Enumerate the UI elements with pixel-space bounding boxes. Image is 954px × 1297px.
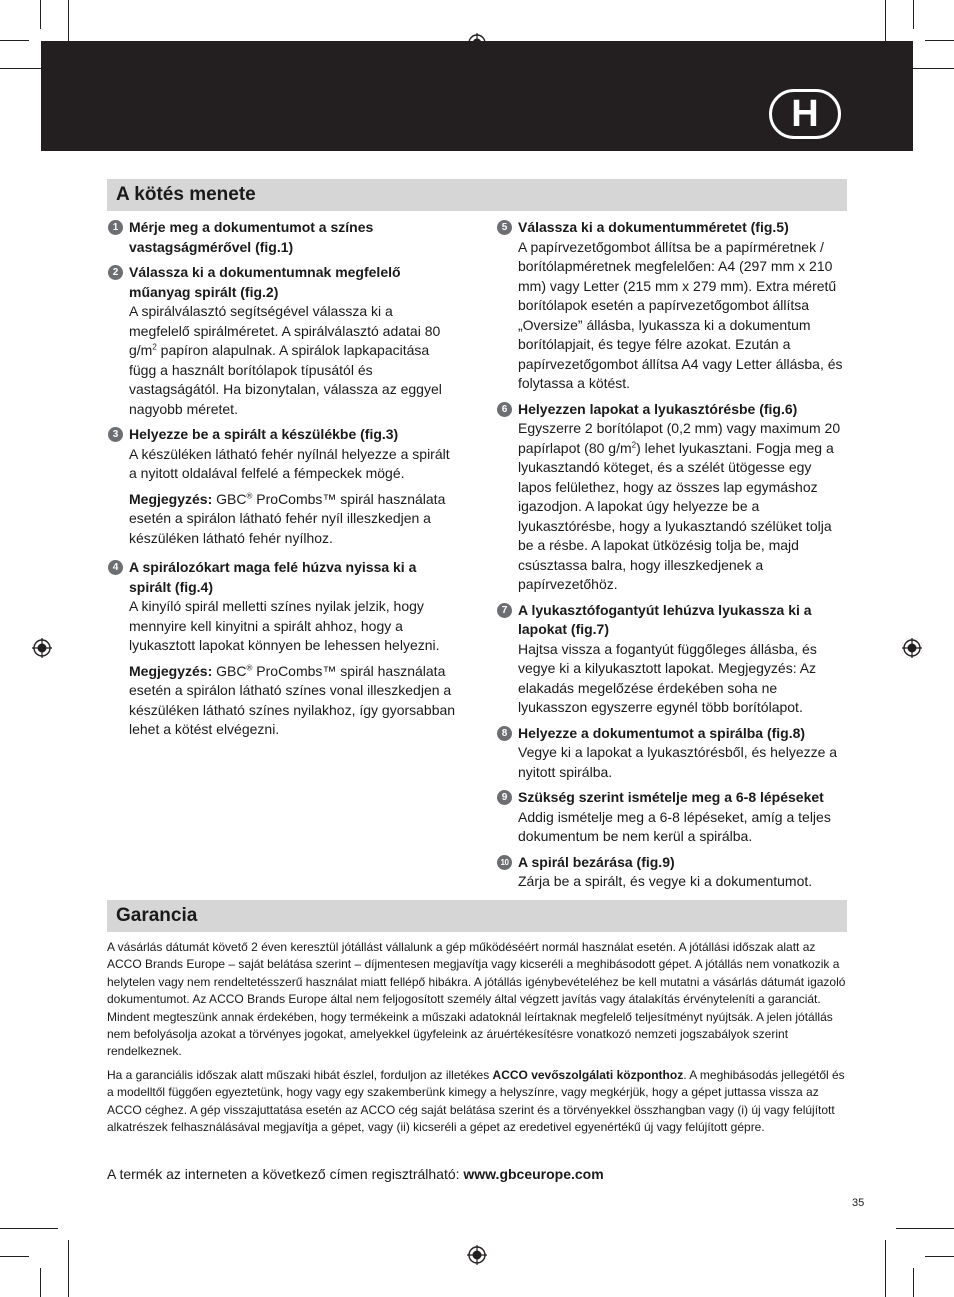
registration-text: A termék az interneten a következő címen regisztrálható: bbox=[107, 1166, 464, 1182]
step-body: A kinyíló spirál melletti színes nyilak jelzik, hogy mennyire kell kinyitni a spirált ahhoz, hogy a lyukasztott lapokat könnyen be lehessen helyezni. bbox=[129, 598, 440, 653]
step-number-badge: 5 bbox=[497, 220, 512, 235]
step-5 bbox=[496, 218, 848, 394]
crop-mark bbox=[913, 1268, 914, 1297]
crop-mark bbox=[896, 1228, 954, 1229]
crop-mark bbox=[0, 1228, 58, 1229]
step-1 bbox=[107, 218, 457, 257]
crop-mark bbox=[925, 40, 954, 41]
warranty-text bbox=[107, 939, 847, 1142]
step-body: A készüléken látható fehér nyílnál helyezze a spirált a nyitott oldalával felfelé a fémpeckek mögé. bbox=[129, 445, 450, 481]
step-2 bbox=[107, 263, 457, 419]
steps-column-right bbox=[496, 218, 848, 898]
language-badge: H bbox=[769, 89, 841, 139]
step-body: A spirálválasztó segítségével válassza ki a megfelelő spirálméretet. A spirálválasztó adatai 80 $g/m^2$ papíron alapulnak. A spirálok lapkapacitása függ a használt borítólapok típusától és vastagságától. Ha bizonytalan, válassza az eggyel nagyobb méretet. bbox=[129, 303, 442, 417]
step-title: Szükség szerint ismételje meg a 6-8 lépéseket bbox=[518, 789, 824, 805]
step-number-badge: 9 bbox=[497, 790, 512, 805]
step-4 bbox=[107, 558, 457, 656]
registration-url-link[interactable]: www.gbceurope.com bbox=[463, 1166, 604, 1182]
step-body: Hajtsa vissza a fogantyút függőleges állásba, és vegye ki a kilyukasztott lapokat. Megjegyzés: Az elakadás megelőzése érdekében soha ne lyukasszon egyszerre egynél több borítólapot. bbox=[518, 640, 817, 715]
step-number-badge: 3 bbox=[108, 427, 123, 442]
step-number-badge: 4 bbox=[108, 560, 123, 575]
step-6 bbox=[496, 400, 848, 595]
step-10 bbox=[496, 853, 848, 892]
page-number: 35 bbox=[852, 1197, 865, 1209]
warranty-paragraph: A vásárlás dátumát követő 2 éven keresztül jótállást vállalunk a gép működéséért normál használat esetén. A jótállási időszak alatt az ACCO Brands Europe – saját belátása szerint – díjmentesen megjavítja vagy kicseréli a meghibásodott gépet. A jótállás nem vonatkozik a helytelen vagy nem rendeltetésszerű használat miatt fellépő hibákra. A jótállás igénybevételéhez be kell mutatni a vásárlás dátumát igazoló dokumentumot. Az ACCO Brands Europe által nem feljogosított személy által végzett javítás vagy átalakítás érvényteleníti a garanciát. Mindent megteszünk annak érdekében, hogy termékeink a műszaki adatoknál leírtaknak megfelelő teljesítményt nyújtsák. A jelen jótállás nem befolyásolja azokat a törvényes jogokat, amelyekkel ügyfeleink az áruértékesítésre vonatkozó nemzeti jogszabályok szerint rendelkeznek. bbox=[107, 940, 846, 1059]
warranty-paragraph: Ha a garanciális időszak alatt műszaki hibát észlel, forduljon az illetékes ACCO vevőszolgálati központhoz. A meghibásodás jellegétől és a modelltől függően egyeztetünk, hogy vagy egy szakemberünk kimegy a helyszínre, vagy megkérjük, hogy a gépet juttassa vissza az ACCO céghez. A gép visszajuttatása esetén az ACCO cég saját belátása szerint és a törvényekkel összhangban vagy (i) új vagy felújított alkatrészek felhasználásával megjavítja a gépet, vagy (ii) kicseréli a gépet az eredetivel egyenértékű új vagy felújított gépre. bbox=[107, 1067, 845, 1135]
step-body: A papírvezetőgombot állítsa be a papírméretnek / borítólapméretnek megfelelően: A4 (297 mm x 210 mm) vagy Letter (215 mm x 279 mm). Extra méretű borítólapok esetén a papírvezetőgombot állítsa „Oversize” állásba, lyukassza ki a dokumentum borítólapjait, és tegye félre azokat. Ezután a papírvezetőgombot állítsa A4 vagy Letter állásba, és folytassa a kötést. bbox=[518, 238, 843, 391]
step-8 bbox=[496, 724, 848, 783]
step-body: Vegye ki a lapokat a lyukasztórésből, és helyezze a nyitott spirálba. bbox=[518, 744, 838, 780]
step-title: A spirálozókart maga felé húzva nyissa ki a spirált (fig.4) bbox=[129, 559, 417, 595]
step-number-badge: 2 bbox=[108, 265, 123, 280]
steps-column-left bbox=[107, 218, 457, 750]
step-number-badge: 7 bbox=[497, 603, 512, 618]
section-title-binding: A kötés menete bbox=[107, 179, 847, 211]
crop-mark bbox=[40, 0, 41, 29]
step-title: Helyezzen lapokat a lyukasztórésbe (fig.6) bbox=[518, 400, 798, 417]
step-number-badge: 6 bbox=[497, 402, 512, 417]
step-body: Addig ismételje meg a 6-8 lépéseket, amíg a teljes dokumentum be nem kerül a spirálba. bbox=[518, 808, 831, 844]
step-number-badge: 1 bbox=[108, 220, 123, 235]
registration-mark-icon bbox=[32, 638, 52, 658]
step-title: Helyezze a dokumentumot a spirálba (fig.8) bbox=[518, 724, 806, 741]
step-title: Mérje meg a dokumentumot a színes vastagságmérővel (fig.1) bbox=[129, 219, 374, 255]
registration-mark-icon bbox=[902, 638, 922, 658]
crop-mark bbox=[0, 1256, 29, 1257]
step-title: A spirál bezárása (fig.9) bbox=[518, 853, 675, 870]
step-title: Helyezze be a spirált a készülékbe (fig.3) bbox=[129, 426, 399, 442]
step-body: Egyszerre 2 borítólapot (0,2 mm) vagy maximum 20 papírlapot (80 $g/m^2$) lehet lyukasztani. Fogja meg a lyukasztandó köteget, és a szélét ütögesse egy lapos felülethez, hogy az összes lap egymáshoz igazodjon. A lapokat úgy helyezze be a lyukasztórésbe, hogy a lyukasztandó szélüket tolja be a résbe. A lapokat ütközésig tolja be, majd csúsztassa balra, hogy illeszkedjenek a papírvezetőhöz. bbox=[518, 420, 841, 592]
step-title: Válassza ki a dokumentumméretet (fig.5) bbox=[518, 219, 789, 235]
crop-mark bbox=[913, 0, 914, 29]
crop-mark bbox=[68, 1240, 69, 1297]
step-3 bbox=[107, 425, 457, 484]
step-number-badge: 10 bbox=[497, 855, 512, 870]
registration-mark-icon bbox=[467, 1245, 487, 1265]
crop-mark bbox=[40, 1268, 41, 1297]
registration-line bbox=[107, 1164, 847, 1184]
step-4-note: Megjegyzés: GBC® ProCombs™ spirál használata esetén a spirálon látható színes vonal illeszkedjen a készüléken látható színes nyilakhoz, így gyorsabban lehet a kötést elvégezni. bbox=[129, 662, 456, 737]
step-title: Válassza ki a dokumentumnak megfelelő műanyag spirált (fig.2) bbox=[129, 264, 401, 300]
crop-mark bbox=[0, 40, 29, 41]
step-3-note: Megjegyzés: GBC® ProCombs™ spirál használata esetén a spirálon látható fehér nyíl illeszkedjen a készüléken látható fehér nyílhoz. bbox=[129, 490, 446, 546]
step-title: A lyukasztófogantyút lehúzva lyukassza ki a lapokat (fig.7) bbox=[518, 601, 812, 637]
step-body: Zárja be a spirált, és vegye ki a dokumentumot. bbox=[518, 873, 813, 889]
crop-mark bbox=[925, 1256, 954, 1257]
step-number-badge: 8 bbox=[497, 726, 512, 741]
step-9 bbox=[496, 788, 848, 847]
crop-mark bbox=[885, 1240, 886, 1297]
section-title-warranty: Garancia bbox=[107, 900, 847, 932]
step-7 bbox=[496, 601, 848, 718]
